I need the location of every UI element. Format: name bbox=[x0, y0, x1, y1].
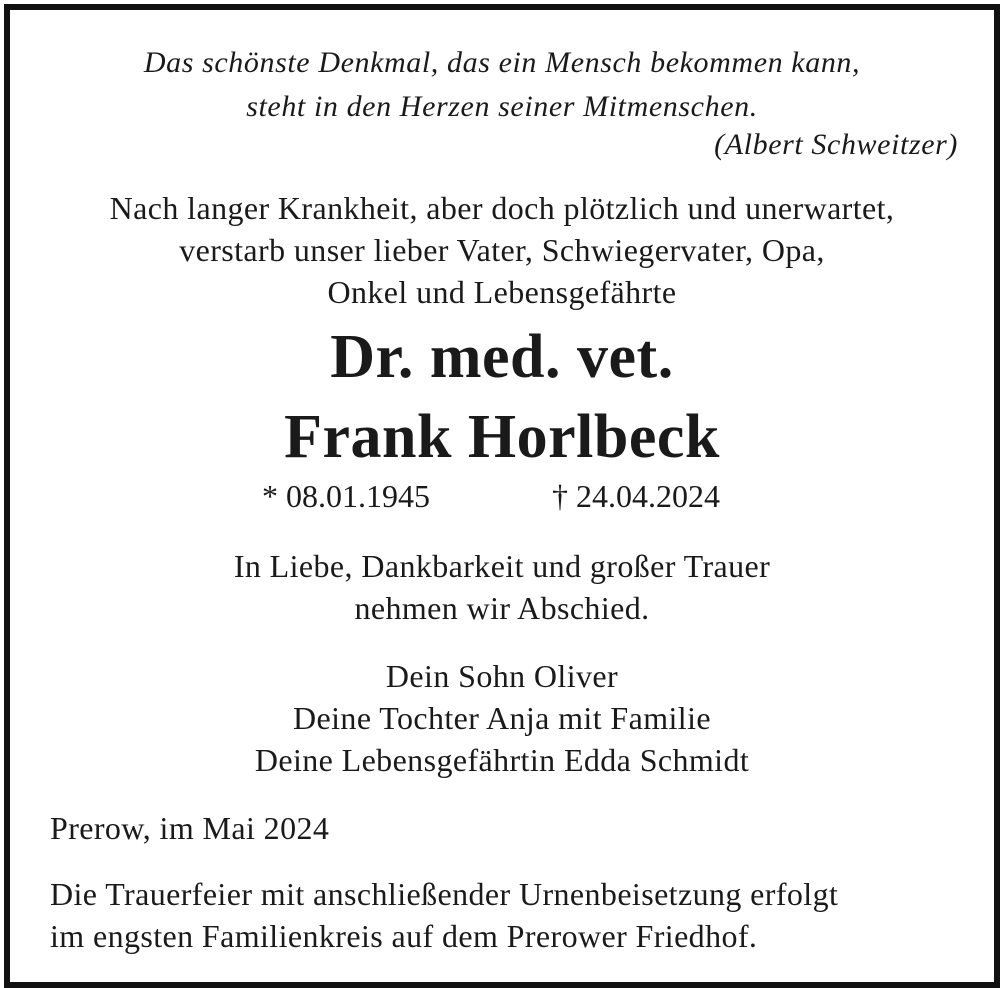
obituary-frame bbox=[4, 4, 1000, 988]
quote-author: (Albert Schweitzer) bbox=[714, 128, 958, 161]
quote-line-1: Das schönste Denkmal, das ein Mensch bekommen kann, bbox=[143, 46, 861, 79]
funeral-note-line-2: im engsten Familienkreis auf dem Prerower Friedhof. bbox=[50, 918, 758, 954]
birth-date: * 08.01.1945 bbox=[262, 478, 430, 514]
mourner-1: Dein Sohn Oliver bbox=[385, 658, 619, 694]
quote-line-2: steht in den Herzen seiner Mitmenschen. bbox=[246, 90, 758, 123]
farewell-line-1: In Liebe, Dankbarkeit und großer Trauer bbox=[233, 548, 771, 584]
mourner-2: Deine Tochter Anja mit Familie bbox=[293, 700, 711, 736]
deceased-title: Dr. med. vet. bbox=[330, 323, 674, 391]
death-date: † 24.04.2024 bbox=[552, 478, 720, 514]
intro-line-2: verstarb unser lieber Vater, Schwiegervater, Opa, bbox=[179, 232, 825, 268]
farewell-line-2: nehmen wir Abschied. bbox=[354, 590, 650, 626]
mourner-3: Deine Lebensgefährtin Edda Schmidt bbox=[254, 742, 750, 778]
funeral-note-line-1: Die Trauerfeier mit anschließender Urnenbeisetzung erfolgt bbox=[50, 876, 839, 912]
place-date: Prerow, im Mai 2024 bbox=[50, 810, 330, 846]
intro-line-1: Nach langer Krankheit, aber doch plötzlich und unerwartet, bbox=[109, 190, 895, 226]
intro-line-3: Onkel und Lebensgefährte bbox=[327, 274, 677, 310]
deceased-name: Frank Horlbeck bbox=[284, 403, 720, 471]
